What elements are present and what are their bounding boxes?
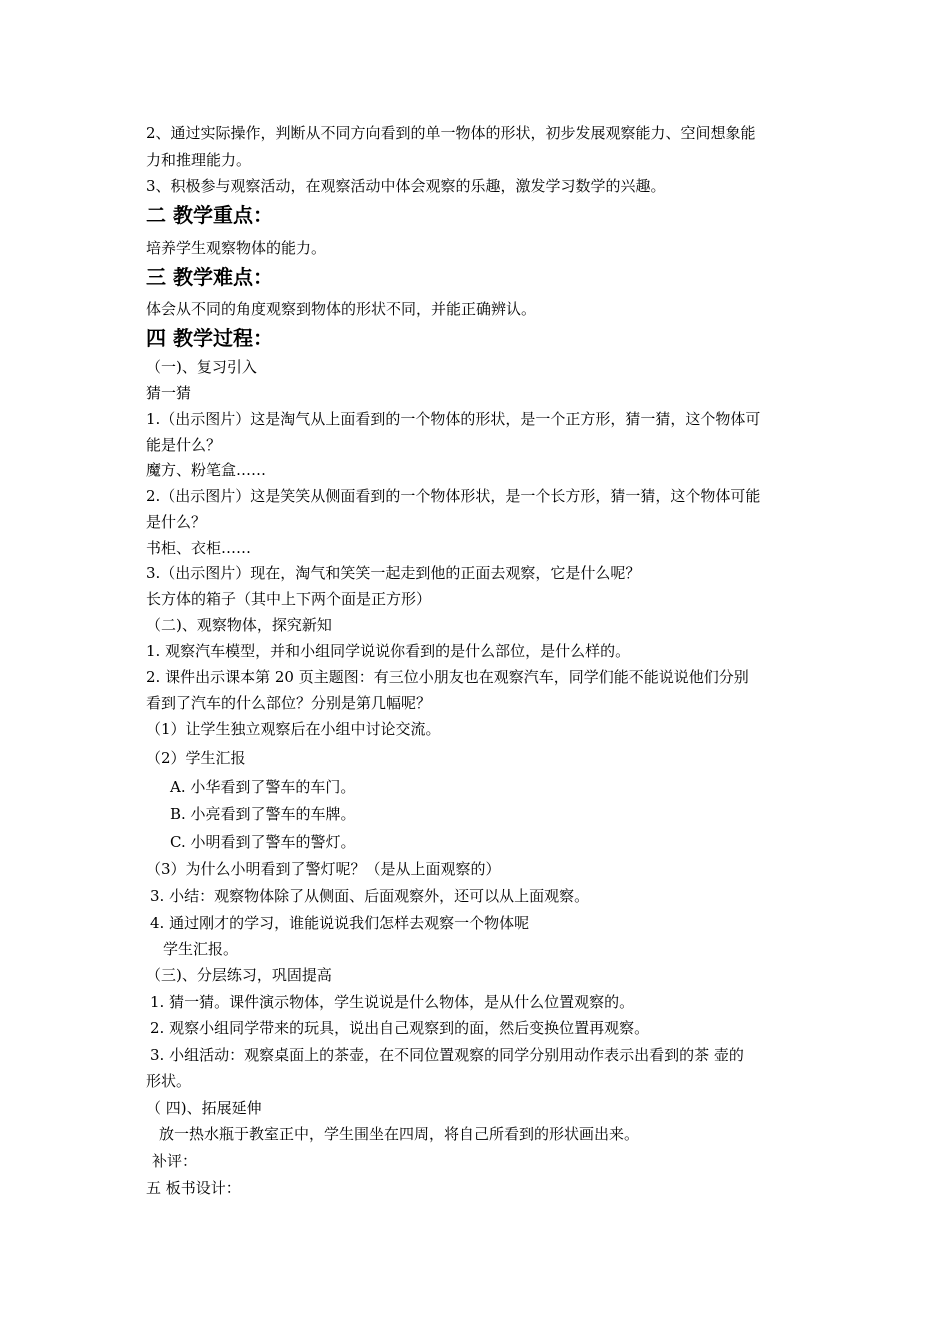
key-point-text: 培养学生观察物体的能力。 [146,239,327,257]
part2-item2-line-2: 看到了汽车的什么部位？分别是第几幅呢？ [146,694,432,712]
part2-item2-line-1: 2. 课件出示课本第 20 页主题图：有三位小朋友也在观察汽车，同学们能不能说说他们分别 [146,668,749,686]
part2-item3: 3. 小结：观察物体除了从侧面、后面观察外，还可以从上面观察。 [150,887,590,905]
part3-item3-line-2: 形状。 [146,1072,192,1090]
part2-option-b: B. 小亮看到了警车的车牌。 [170,805,356,823]
board-heading: 五 板书设计： [146,1179,241,1197]
part4-title: （ 四)、拓展延伸 [146,1099,262,1117]
part2-report: 学生汇报。 [163,940,239,958]
process-heading: 四 教学过程： [146,326,273,350]
part4-comment: 补评： [152,1152,198,1170]
part3-item2: 2. 观察小组同学带来的玩具，说出自己观察到的面，然后变换位置再观察。 [150,1019,650,1037]
key-point-heading: 二 教学重点： [146,203,273,227]
part2-option-a: A. 小华看到了警车的车门。 [170,778,356,796]
part3-item1: 1. 猜一猜。课件演示物体，学生说说是什么物体，是从什么位置观察的。 [150,993,635,1011]
part2-item1: 1. 观察汽车模型，并和小组同学说说你看到的是什么部位，是什么样的。 [146,642,631,660]
part1-q2-line-2: 是什么？ [146,513,207,531]
goal-2-line-1: 2、通过实际操作，判断从不同方向看到的单一物体的形状，初步发展观察能力、空间想象能 [146,124,756,142]
part1-title: （一)、复习引入 [146,358,257,376]
difficulty-heading: 三 教学难点： [146,265,273,289]
goal-2-line-2: 力和推理能力。 [146,151,252,169]
goal-3: 3、积极参与观察活动，在观察活动中体会观察的乐趣，激发学习数学的兴趣。 [146,177,666,195]
part2-sub1: （1）让学生独立观察后在小组中讨论交流。 [146,720,441,738]
part4-text: 放一热水瓶于教室正中，学生围坐在四周，将自己所看到的形状画出来。 [159,1125,640,1143]
part1-q3: 3.（出示图片）现在，淘气和笑笑一起走到他的正面去观察，它是什么呢？ [146,564,641,582]
part2-option-c: C. 小明看到了警车的警灯。 [170,833,356,851]
part2-sub3: （3）为什么小明看到了警灯呢？（是从上面观察的） [146,860,501,878]
part3-title: （三)、分层练习，巩固提高 [146,966,332,984]
part1-q2-line-1: 2.（出示图片）这是笑笑从侧面看到的一个物体形状，是一个长方形，猜一猜，这个物体可能 [146,487,761,505]
part1-a1: 魔方、粉笔盒…… [146,461,267,479]
part1-a2: 书柜、衣柜…… [146,539,252,557]
part1-a3: 长方体的箱子（其中上下两个面是正方形） [146,590,432,608]
part2-sub2: （2）学生汇报 [146,749,246,767]
part3-item3-line-1: 3. 小组活动：观察桌面上的茶壶，在不同位置观察的同学分别用动作表示出看到的茶 壶的 [150,1046,744,1064]
part1-q1-line-1: 1.（出示图片）这是淘气从上面看到的一个物体的形状，是一个正方形，猜一猜，这个物体可 [146,410,761,428]
part2-item4: 4. 通过刚才的学习，谁能说说我们怎样去观察一个物体呢 [150,914,530,932]
part1-sub: 猜一猜 [146,384,192,402]
difficulty-text: 体会从不同的角度观察到物体的形状不同，并能正确辨认。 [146,300,537,318]
part2-title: （二)、观察物体，探究新知 [146,616,332,634]
part1-q1-line-2: 能是什么？ [146,436,222,454]
